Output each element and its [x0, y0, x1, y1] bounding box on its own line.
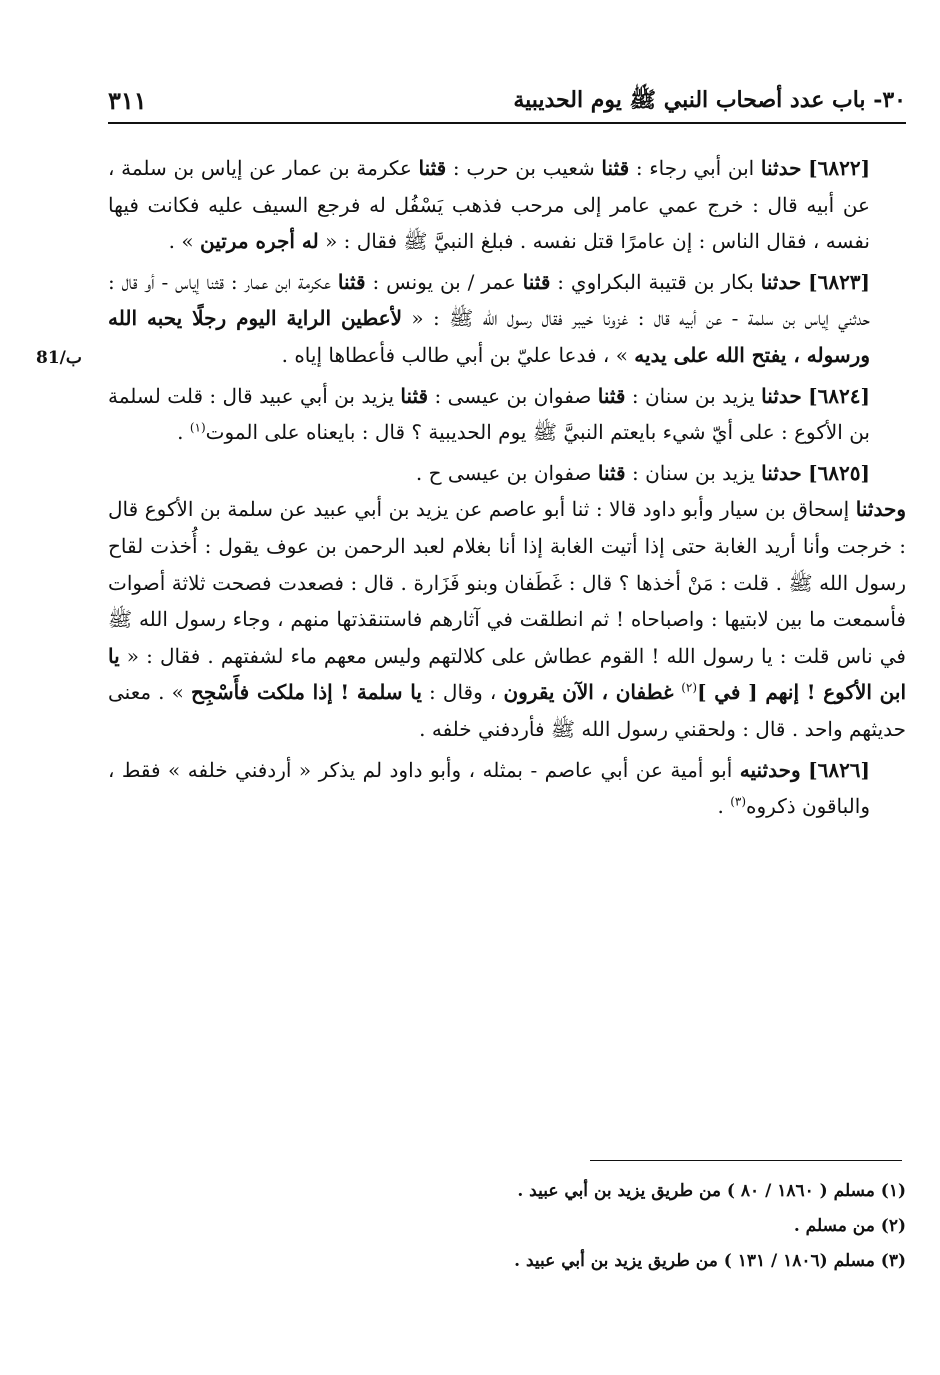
narration-keyword: قثنا [522, 269, 551, 294]
footnote-2: (٢) من مسلم . [793, 1216, 906, 1236]
narration-keyword: وحدثنيه [739, 757, 801, 782]
hadith-6824-paragraph [108, 378, 906, 451]
prophetic-quote: يا سلمة ! إذا ملكت فأَسْجِح [191, 680, 422, 705]
narration-keyword: حدثنا [760, 269, 802, 294]
text-run: بكار بن قتيبة البكراوي : [550, 269, 761, 294]
manuscript-folio-marker: 81/ب [36, 348, 82, 368]
text-run: » . معنى حديثهم واحد . قال : ولحقني رسول الله ﷺ فأردفني خلفه . [108, 680, 906, 741]
prophetic-quote: يا ابن الأكوع ! إنهم [ في ] [108, 643, 907, 705]
text-run: » . [168, 229, 200, 254]
hadith-number: [٦٨٢٦] [808, 757, 871, 782]
narration-keyword: حدثنا [761, 383, 802, 408]
hadith-6825-continuation [108, 491, 906, 747]
prophetic-quote: غطفان ، الآن يقرون [503, 680, 682, 705]
text-run: إسحاق بن سيار وأبو داود قالا : ثنا أبو عاصم عن يزيد بن أبي عبيد عن سلمة بن الأكوع قال : خرجت وأنا أريد الغابة حتى إذا أتيت الغابة إذا أنا بغلام لعبد الرحمن بن عوف يقول : أُخذت لقاح رسول الله ﷺ . قلت : مَنْ أخذها ؟ قال : غَطَفان وبنو فَزَارة . قال : فصعدت فصحت ثلاثة أصوات فأسمعت ما بين لابتيها : واصباحاه ! ثم انطلقت في آثارهم فاستنقذتها منهم ، وجاء رسول الله ﷺ في ناس قلت : يا رسول الله ! القوم عطاش على كلالتهم وليس معهم ماء لشفتهم . فقال : « [108, 497, 906, 668]
text-run: » ، فدعا عليّ بن أبي طالب فأعطاها إياه . [281, 342, 635, 367]
footnote-separator [590, 1160, 902, 1161]
footnote-3: (٣) مسلم (١٨٠٦ / ١٣١ ) من طريق يزيد بن أبي عبيد . [514, 1251, 906, 1271]
hadith-6822-paragraph [108, 150, 906, 260]
text-run: شعيب بن حرب : [446, 156, 602, 180]
hadith-number: [٦٨٢٥] [808, 460, 870, 485]
text-run: يزيد بن أبي عبيد قال : قلت لسلمة بن الأكوع : على أيّ شيء بايعتم النبيَّ ﷺ يوم الحديبية ؟ قال : بايعناه على الموت [108, 383, 870, 445]
text-run: صفوان بن عيسى ح . [415, 460, 598, 485]
hadith-6826-paragraph [108, 752, 906, 825]
narration-keyword: قثنا [337, 269, 366, 294]
hadith-6823 [108, 264, 906, 374]
running-title: ٣٠- باب عدد أصحاب النبي ﷺ يوم الحديبية [513, 87, 906, 113]
narration-keyword: قثنا [601, 156, 630, 180]
footnotes [108, 1174, 906, 1279]
hadith-6822 [108, 150, 906, 260]
text-run: أبو أمية عن أبي عاصم - بمثله ، وأبو داود لم يذكر « أردفني خلفه » فقط ، والباقون ذكروه [108, 757, 870, 819]
page-number: ٣١١ [108, 86, 147, 115]
hadith-6826 [108, 752, 906, 825]
hadith-6824 [108, 378, 906, 451]
hadith-6823-paragraph [108, 264, 906, 374]
narration-keyword: حدثنا [761, 460, 802, 485]
text-run: يزيد بن سنان : [625, 460, 762, 485]
narration-keyword: حدثنا [760, 156, 802, 180]
prophetic-quote: لأعطين الراية اليوم رجلًا يحبه الله ورسوله ، يفتح الله على يديه [108, 306, 870, 367]
hadith-number: [٦٨٢٢] [808, 156, 871, 180]
hadith-6825 [108, 455, 906, 748]
narration-keyword: وحدثنا [855, 497, 906, 522]
text-run: صفوان بن عيسى : [428, 383, 598, 408]
text-run: ابن أبي رجاء : [629, 156, 761, 180]
narration-keyword: قثنا [400, 383, 429, 408]
prophetic-quote: له أجره مرتين [199, 229, 319, 254]
hadith-6825-paragraph [108, 455, 906, 492]
footnote-marker: (٢) [681, 680, 698, 695]
footnote-1: (١) مسلم ( ١٨٦٠ / ٨٠ ) من طريق يزيد بن أبي عبيد . [517, 1181, 906, 1201]
hadith-number: [٦٨٢٣] [808, 269, 871, 294]
text-run: . [177, 420, 190, 445]
hadith-number: [٦٨٢٤] [808, 383, 870, 408]
text-run: عكرمة ابن عمار : قثنا إياس - أو قال : حدثني إياس بن سلمة - عن أبيه قال : غزونا خيبر فقال رسول الله ﷺ : « [108, 269, 870, 331]
text-run: عكرمة بن عمار عن إياس بن سلمة ، عن أبيه قال : خرج عمي عامر إلى مرحب فذهب يَسْفُل له فرجع السيف عليه فكانت فيها نفسه ، فقال الناس : إن عامرًا قتل نفسه . فبلغ النبيَّ ﷺ فقال : « [108, 156, 870, 254]
page-header [108, 78, 906, 124]
footnote-marker: (٣) [730, 794, 747, 809]
narration-keyword: قثنا [597, 383, 626, 408]
narration-keyword: قثنا [418, 156, 447, 180]
narration-keyword: قثنا [597, 460, 626, 485]
text-run: ، وقال : [421, 680, 504, 705]
main-text [108, 150, 906, 829]
text-run: عمر / بن يونس : [365, 269, 523, 294]
footnote-marker: (١) [189, 420, 206, 435]
text-run: يزيد بن سنان : [625, 383, 762, 408]
text-run: . [717, 794, 731, 819]
